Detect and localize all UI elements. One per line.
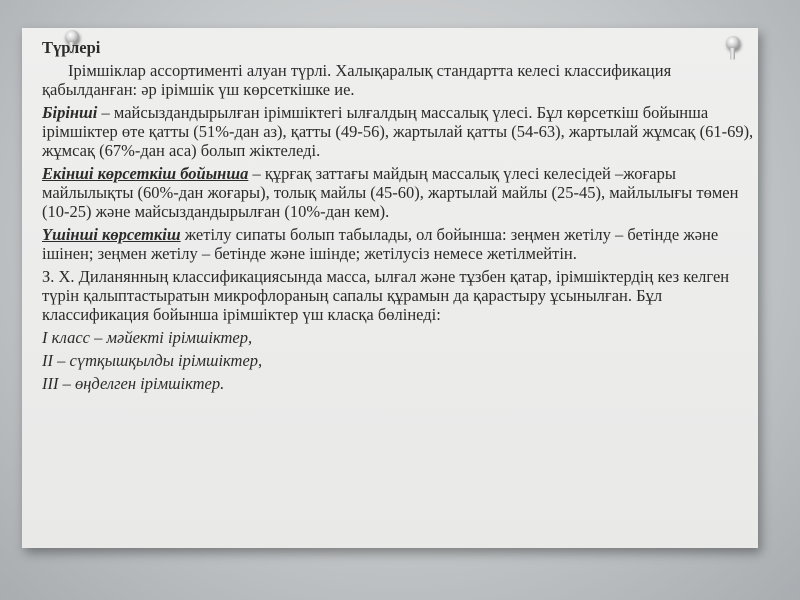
- paragraph-classification: З. Х. Диланянның классификациясында масса, ылғал және тұзбен қатар, ірімшіктердің кез келген түрін қалыптастыратын микрофлораның сапалы құрамын да қарастыру ұсынылған. Бұл классификация бойынша ірімшіктер үш класқа бөлінеді:: [42, 267, 730, 324]
- paragraph-lead: Екінші көрсеткіш бойынша: [42, 164, 249, 183]
- paragraph-lead: Бірінші: [42, 103, 98, 122]
- paragraph-lead: Үшінші көрсеткіш: [42, 225, 181, 244]
- class-item: III – өңделген ірімшіктер.: [42, 374, 225, 393]
- paragraph-second-indicator: [42, 164, 754, 221]
- intro-paragraph: Ірімшіклар ассортименті алуан түрлі. Халықаралық стандартта келесі классификация қабылданған: әр ірімшік үш көрсеткішке ие.: [42, 61, 672, 99]
- paragraph-text: – құрғақ заттағы майдың массалық үлесі келесідей –жоғары майлылықты (60%-дан жоғары), толық майлы (45-60), жартылай майлы (25-45), майлылығы төмен (10-25) және майсыздандырылған (10%-дан кем).: [42, 164, 739, 221]
- paragraph-text: – майсыздандырылған ірімшіктегі ылғалдың массалық үлесі. Бұл көрсеткіш бойынша ірімшіктер өте қатты (51%-дан аз), қатты (49-56), жартылай қатты (54-63), жартылай жұмсақ (61-69), жұмсақ (67%-дан аса) болып жіктеледі.: [42, 103, 754, 160]
- text-body: [42, 38, 754, 397]
- paragraph-text: жетілу сипаты болып табылады, ол бойынша: зеңмен жетілу – бетінде және ішінен; зеңмен жетілу – бетінде және ішінде; жетілусіз немесе жетілмейтін.: [42, 225, 719, 263]
- class-item: I класс – мәйекті ірімшіктер,: [42, 328, 253, 347]
- paragraph-first-indicator: [42, 103, 754, 160]
- section-heading: Түрлері: [42, 38, 101, 57]
- class-item: II – сүтқышқылды ірімшіктер,: [42, 351, 263, 370]
- paragraph-third-indicator: [42, 225, 754, 263]
